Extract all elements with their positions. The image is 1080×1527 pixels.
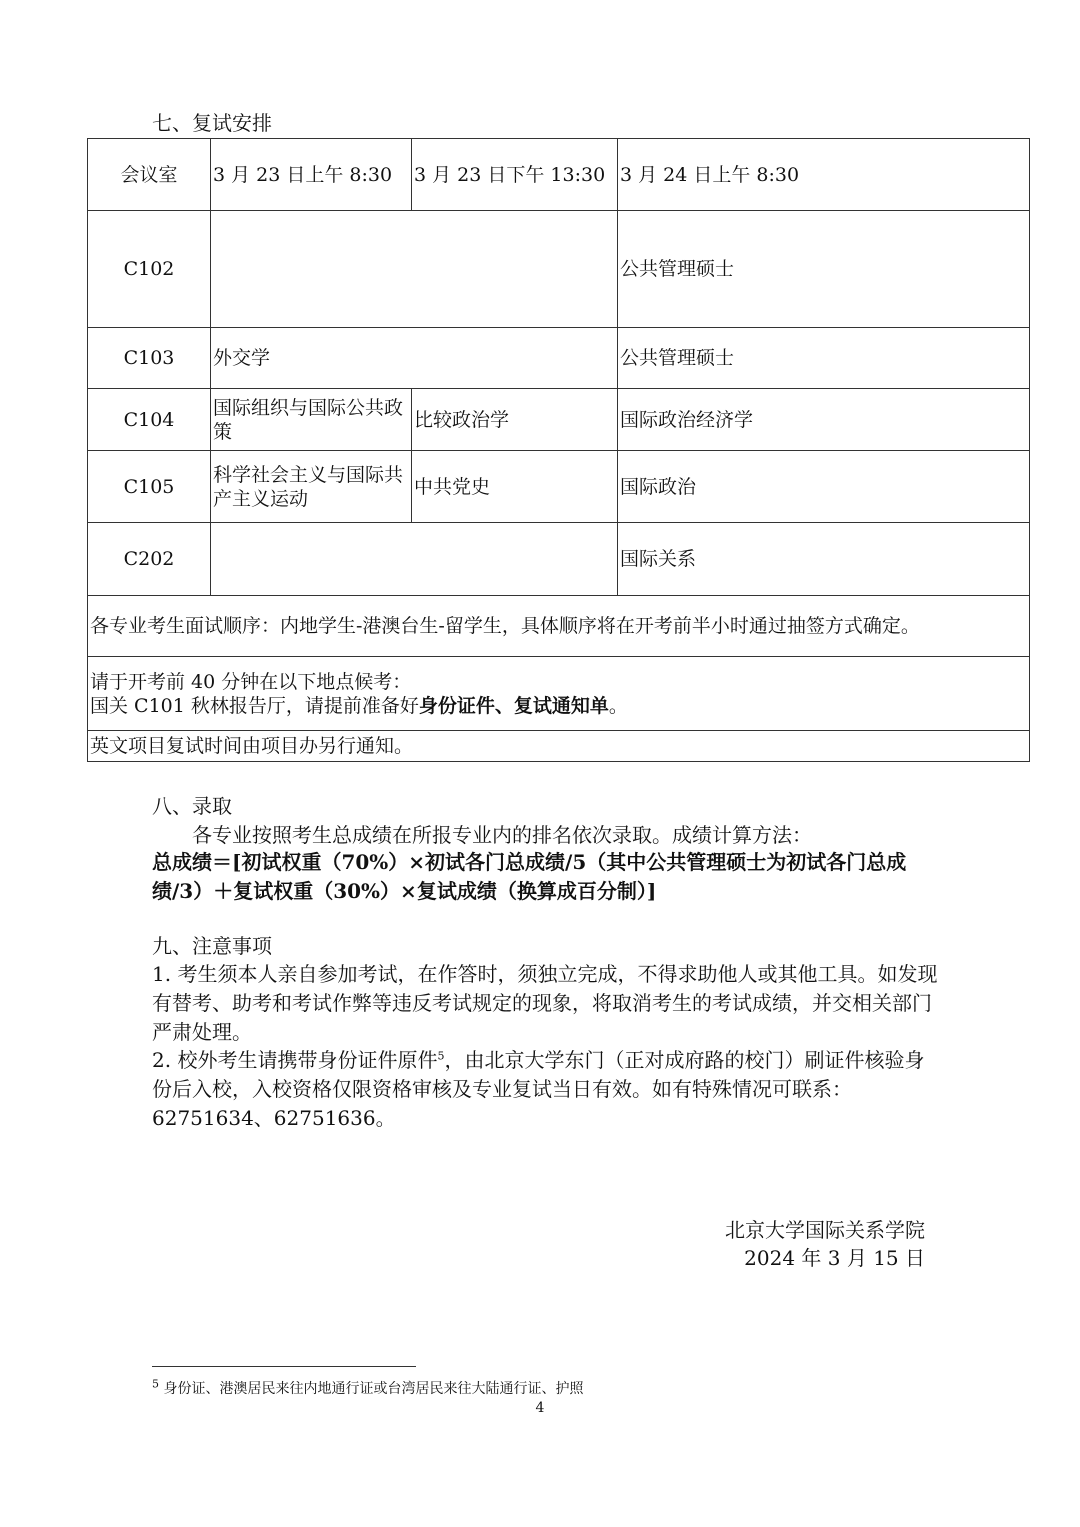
- note-row-english: [88, 731, 1030, 762]
- footnote-ref: 5: [437, 1049, 445, 1063]
- mar23-am-cell: 科学社会主义与国际共产主义运动: [211, 451, 412, 523]
- header-mar24-am: 3 月 24 日上午 8:30: [618, 139, 1030, 211]
- admission-intro: 各专业按照考生总成绩在所报专业内的排名依次录取。成绩计算方法：: [192, 823, 812, 847]
- room-cell: C105: [88, 451, 211, 523]
- mar24-am-cell: 国际关系: [618, 523, 1030, 596]
- table-row: [88, 211, 1030, 328]
- mar24-am-cell: 公共管理硕士: [618, 328, 1030, 389]
- header-room: 会议室: [88, 139, 211, 211]
- room-cell: C104: [88, 389, 211, 451]
- mar24-am-cell: 国际政治经济学: [618, 389, 1030, 451]
- signature-org: 北京大学国际关系学院: [725, 1218, 925, 1242]
- mar23-pm-cell: 比较政治学: [412, 389, 618, 451]
- footnote-mark: 5: [152, 1377, 159, 1391]
- waiting-location-note: [88, 657, 1030, 731]
- interview-schedule-table: [87, 138, 1030, 762]
- required-documents: 身份证件、复试通知单: [418, 694, 609, 717]
- english-program-note: 英文项目复试时间由项目办另行通知。: [88, 731, 1030, 762]
- notice-item-2-rest: ，由北京大学东门（正对成府路的校门）刷证件核验身份后入校，入校资格仅限资格审核及专业复试当日有效。如有特殊情况可联系：62751634、62751636。: [152, 1048, 925, 1130]
- mar23-cell: [211, 523, 618, 596]
- note-row-order: [88, 596, 1030, 657]
- table-row: [88, 328, 1030, 389]
- waiting-note-line2: [90, 694, 1027, 718]
- waiting-note-text: 国关 C101 秋林报告厅，请提前准备好: [90, 694, 419, 717]
- page-number: 4: [535, 1400, 545, 1416]
- note-row-waiting: [88, 657, 1030, 731]
- waiting-note-line1: 请于开考前 40 分钟在以下地点候考：: [90, 670, 412, 693]
- mar23-pm-cell: 中共党史: [412, 451, 618, 523]
- mar23-cell: 外交学: [211, 328, 618, 389]
- table-header-row: [88, 139, 1030, 211]
- footnote-text: 身份证、港澳居民来往内地通行证或台湾居民来往大陆通行证、护照: [159, 1381, 584, 1397]
- room-cell: C202: [88, 523, 211, 596]
- notice-item-2: [152, 1046, 942, 1133]
- mar24-am-cell: 公共管理硕士: [618, 211, 1030, 328]
- table-row: [88, 523, 1030, 596]
- mar23-am-cell: 国际组织与国际公共政策: [211, 389, 412, 451]
- section-8-title: 八、录取: [152, 794, 232, 818]
- score-formula: 总成绩＝[初试权重（70%）×初试各门总成绩/5（其中公共管理硕士为初试各门总成绩/3）＋复试权重（30%）×复试成绩（换算成百分制）]: [152, 850, 907, 903]
- footnote: [152, 1378, 583, 1398]
- mar23-cell: [211, 211, 618, 328]
- section-9-title: 九、注意事项: [152, 934, 272, 958]
- table-row: [88, 451, 1030, 523]
- notice-item-2-text: 2. 校外考生请携带身份证件原件: [152, 1048, 438, 1072]
- header-mar23-pm: 3 月 23 日下午 13:30: [412, 139, 618, 211]
- room-cell: C102: [88, 211, 211, 328]
- section-7-title: 七、复试安排: [152, 111, 272, 135]
- footnote-divider: [152, 1366, 416, 1367]
- header-mar23-am: 3 月 23 日上午 8:30: [211, 139, 412, 211]
- notice-item-1: 1. 考生须本人亲自参加考试，在作答时，须独立完成，不得求助他人或其他工具。如发现有替考、助考和考试作弊等违反考试规定的现象，将取消考生的考试成绩，并交相关部门严肃处理。: [152, 962, 938, 1044]
- signature-date: 2024 年 3 月 15 日: [744, 1246, 925, 1270]
- table-row: [88, 389, 1030, 451]
- room-cell: C103: [88, 328, 211, 389]
- interview-order-note: 各专业考生面试顺序：内地学生-港澳台生-留学生，具体顺序将在开考前半小时通过抽签方式确定。: [88, 596, 1030, 657]
- waiting-note-end: 。: [608, 694, 628, 717]
- mar24-am-cell: 国际政治: [618, 451, 1030, 523]
